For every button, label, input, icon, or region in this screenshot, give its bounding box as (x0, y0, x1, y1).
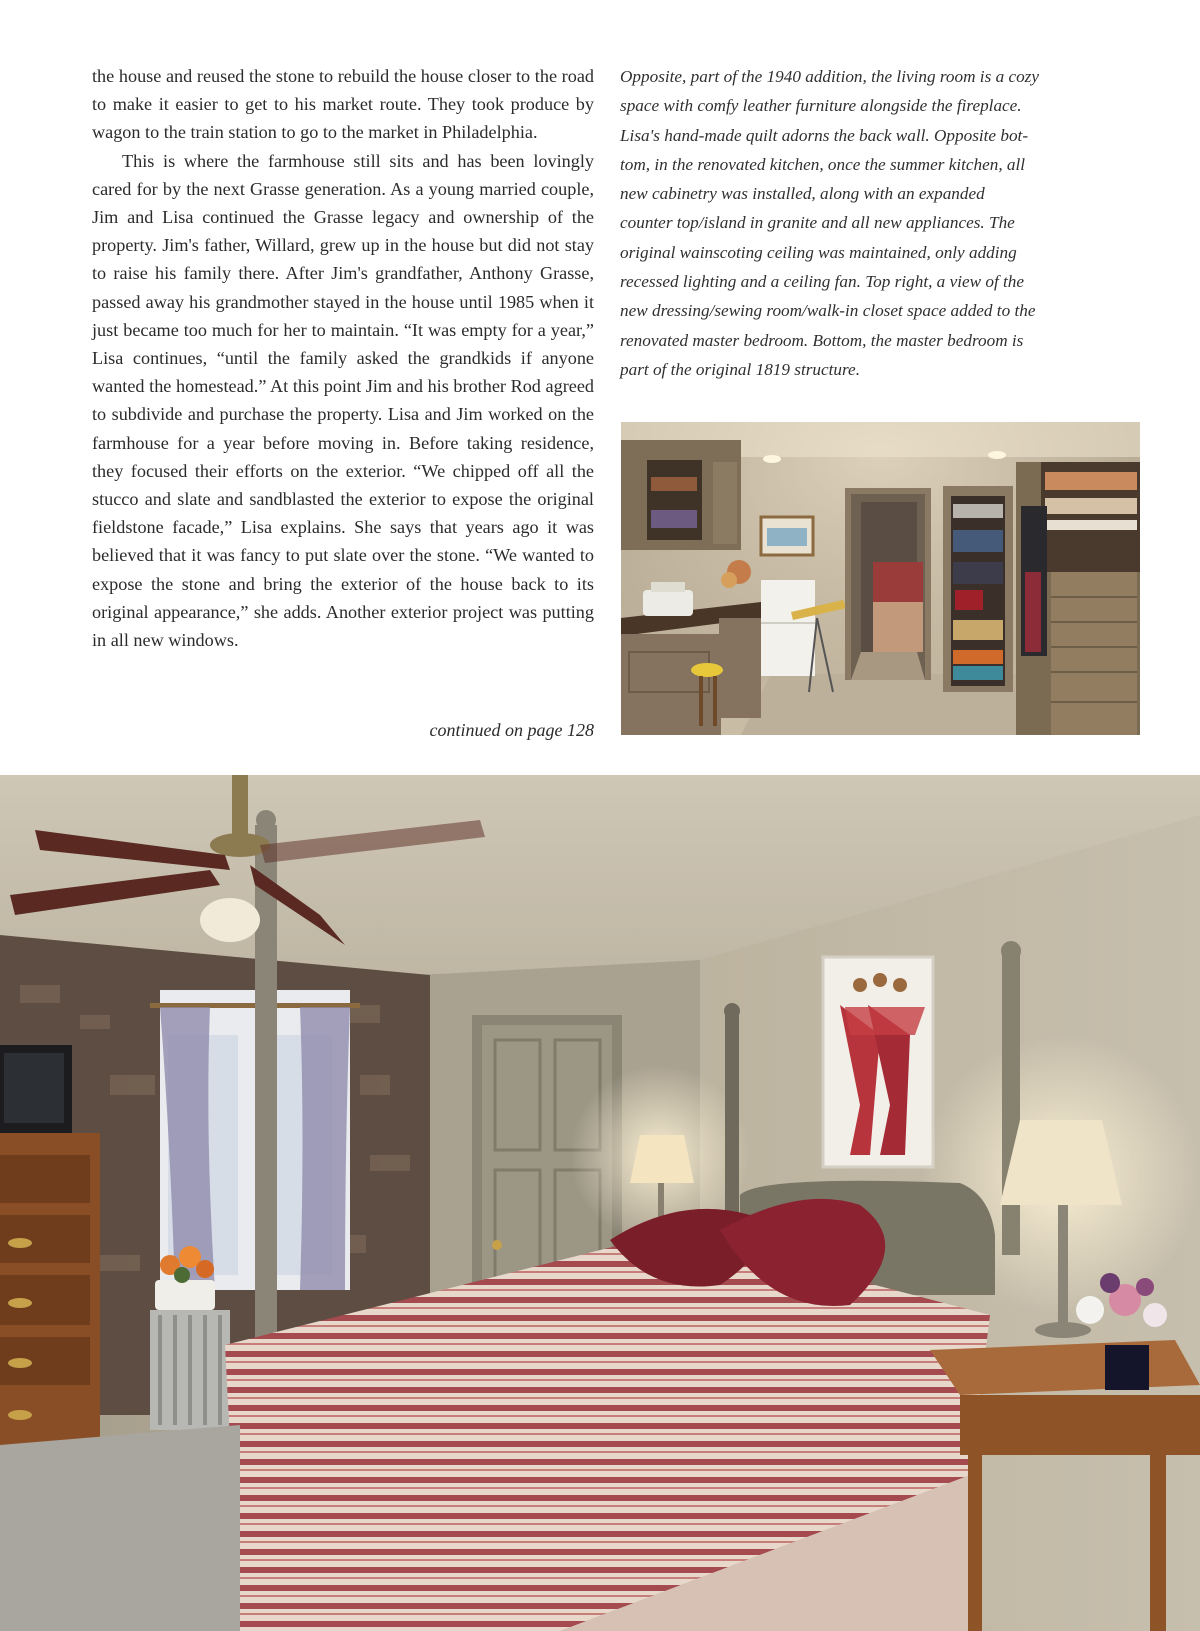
article-paragraph: the house and reused the stone to rebuild the house closer to the road to make it easier to get to his market route. They took produce by wagon to the train station to go to the market in Philadelphia. (92, 66, 594, 143)
continued-jump-line: continued on page 128 (429, 720, 594, 740)
master-bedroom-photo (0, 775, 1200, 1631)
article-body (92, 62, 594, 654)
closet-photo (621, 422, 1140, 735)
article-paragraph: This is where the farmhouse still sits and has been lovingly cared for by the next Grasse generation. As a young married couple, Jim and Lisa continued the Grasse legacy and ownership of the property. Jim's father, Willard, grew up in the house but did not stay to raise his family there. After Jim's grandfather, Anthony Grasse, passed away his grandmother stayed in the house until 1985 when it just became too much for her to maintain. “It was empty for a year,” Lisa continues, “until the family asked the grandkids if anyone wanted the homestead.” At this point Jim and his brother Rod agreed to subdivide and purchase the property. Lisa and Jim worked on the farmhouse for a year before moving in. Before taking residence, they focused their efforts on the exterior. “We chipped off all the stucco and slate and sandblasted the exterior to expose the original fieldstone facade,” Lisa explains. She says that years ago it was believed that it was fancy to put slate over the stone. “We wanted to expose the stone and bring the exterior of the house back to its original appearance,” she adds. Another exterior project was putting in all new windows. (92, 150, 594, 651)
photo-caption: Opposite, part of the 1940 addition, the living room is a cozy space with comfy leather furniture alongside the fireplace. Lisa's hand-made quilt adorns the back wall. Opposite bottom, in the renovated kitchen, once the summer kitchen, all new cabinetry was installed, along with an expanded counter top/island in granite and all new appliances. The original wainscoting ceiling was maintained, only adding recessed lighting and a ceiling fan. Top right, a view of the new dressing/sewing room/walk-in closet space added to the renovated master bedroom. Bottom, the master bedroom is part of the original 1819 structure. (620, 67, 1039, 379)
